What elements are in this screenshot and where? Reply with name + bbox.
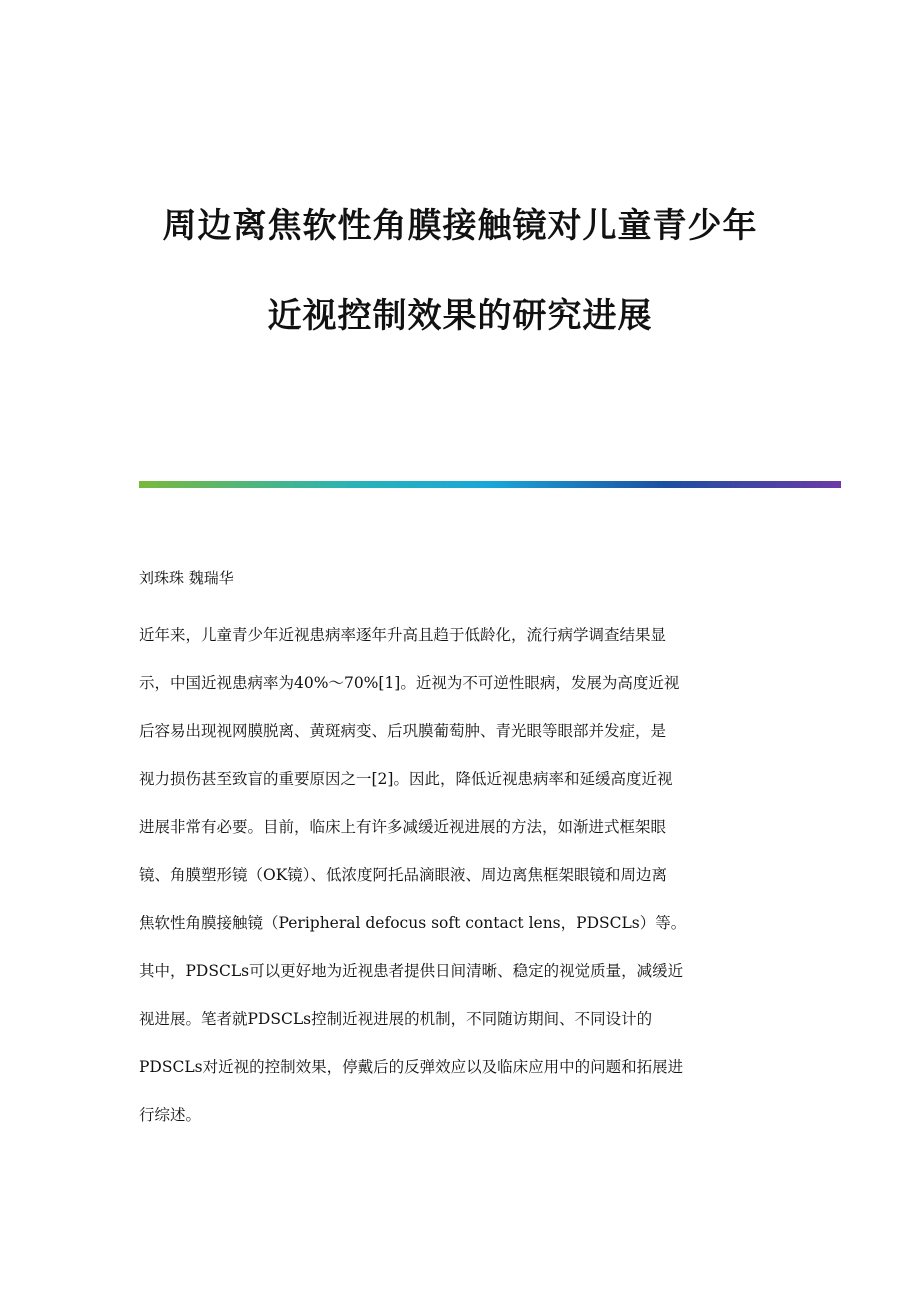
gradient-divider xyxy=(139,481,841,488)
abstract-line: 进展非常有必要。目前，临床上有许多减缓近视进展的方法，如渐进式框架眼 xyxy=(139,818,667,836)
author-list: 刘珠珠 魏瑞华 xyxy=(139,569,234,587)
abstract-line: 示，中国近视患病率为40%～70%[1]。近视为不可逆性眼病，发展为高度近视 xyxy=(139,674,680,692)
abstract-line: 焦软性角膜接触镜（Peripheral defocus soft contact lens，PDSCLs）等。 xyxy=(139,914,687,932)
abstract-line: 视进展。笔者就PDSCLs控制近视进展的机制，不同随访期间、不同设计的 xyxy=(139,1010,653,1028)
abstract-line: 近年来，儿童青少年近视患病率逐年升高且趋于低龄化，流行病学调查结果显 xyxy=(139,626,667,644)
abstract-line: 镜、角膜塑形镜（OK镜）、低浓度阿托品滴眼液、周边离焦框架眼镜和周边离 xyxy=(139,866,668,884)
title-line-1: 周边离焦软性角膜接触镜对儿童青少年 xyxy=(162,206,758,246)
document-title xyxy=(0,206,920,336)
title-line-2: 近视控制效果的研究进展 xyxy=(267,296,653,336)
abstract-line: 其中，PDSCLs可以更好地为近视患者提供日间清晰、稳定的视觉质量，减缓近 xyxy=(139,962,684,980)
abstract-line: 行综述。 xyxy=(139,1106,202,1124)
abstract-line: 视力损伤甚至致盲的重要原因之一[2]。因此，降低近视患病率和延缓高度近视 xyxy=(139,770,673,788)
abstract-line: 后容易出现视网膜脱离、黄斑病变、后巩膜葡萄肿、青光眼等眼部并发症，是 xyxy=(139,722,667,740)
abstract-paragraph xyxy=(139,620,779,1148)
abstract-line: PDSCLs对近视的控制效果，停戴后的反弹效应以及临床应用中的问题和拓展进 xyxy=(139,1058,684,1076)
